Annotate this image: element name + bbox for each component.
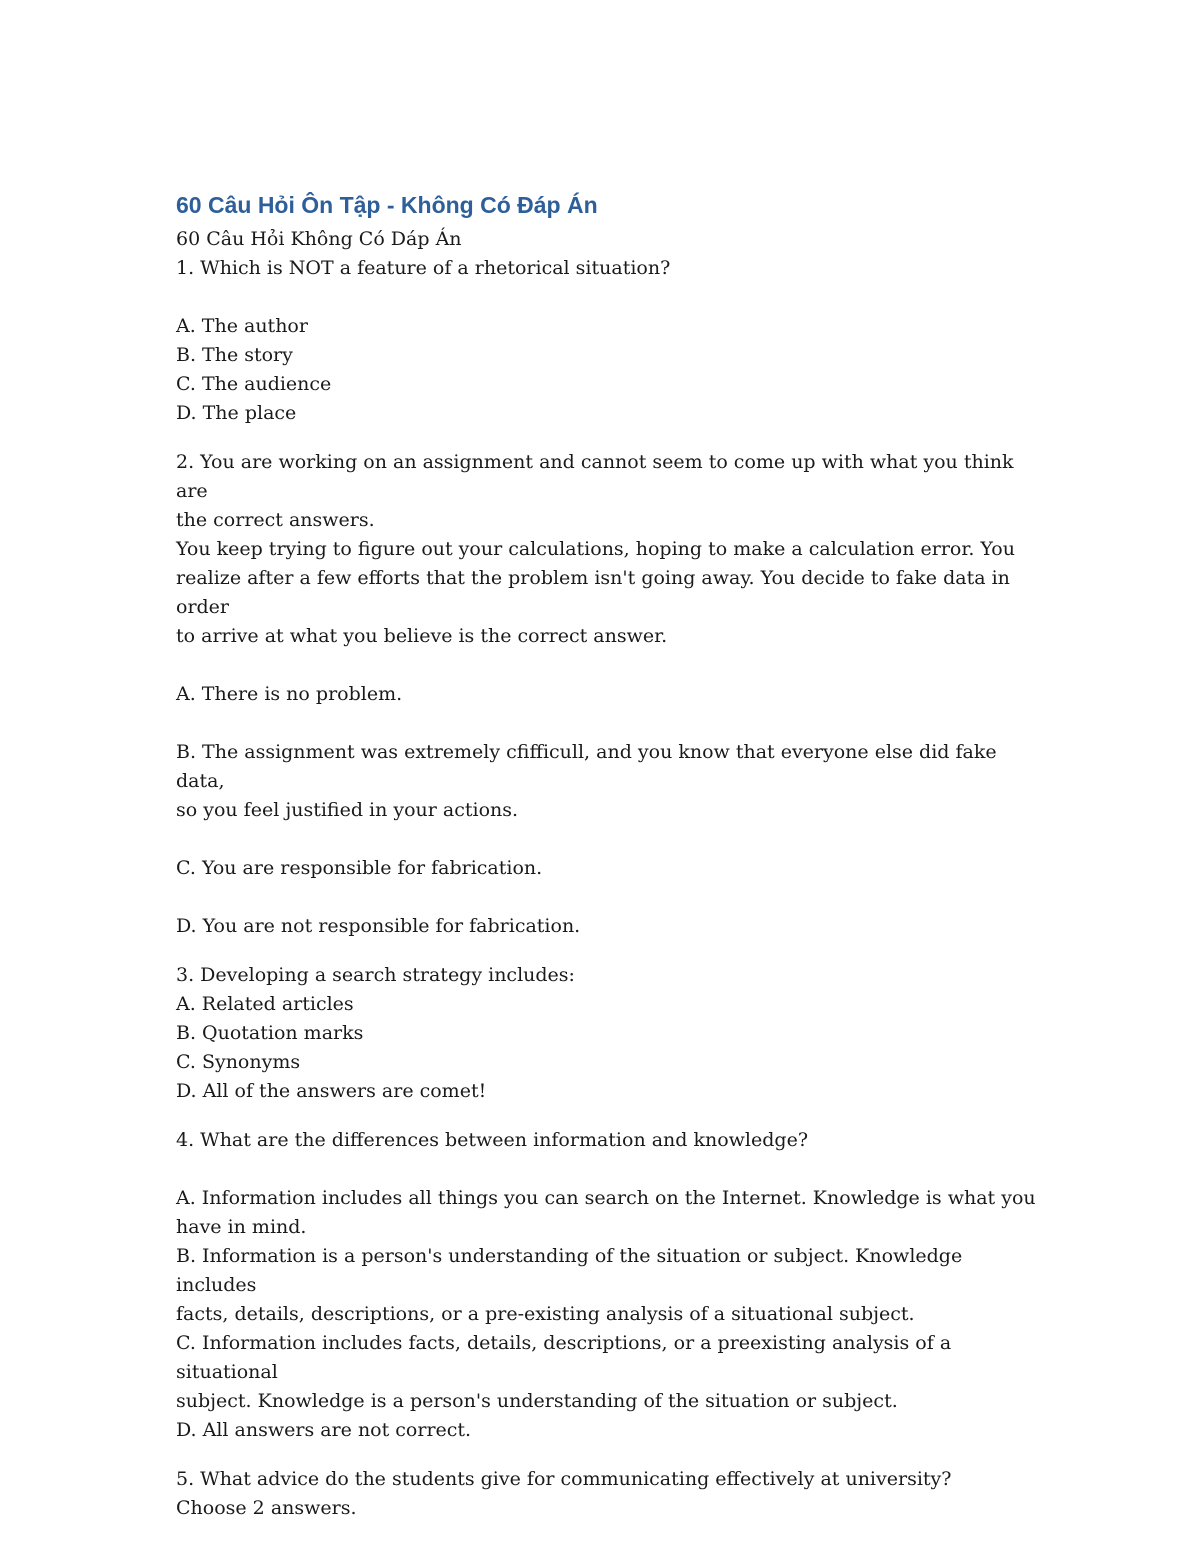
question-1-option-a: A. The author <box>176 315 308 337</box>
question-5-text: Choose 2 answers. <box>176 1497 357 1519</box>
document-page <box>176 190 1046 1523</box>
question-1-text: 1. Which is NOT a feature of a rhetorical situation? <box>176 257 671 279</box>
question-1-option-b: B. The story <box>176 344 293 366</box>
question-2-text: 2. You are working on an assignment and cannot seem to come up with what you think are <box>176 451 1014 502</box>
question-4-option-b: B. Information is a person's understanding of the situation or subject. Knowledge includes <box>176 1245 963 1296</box>
question-2-text: realize after a few efforts that the problem isn't going away. You decide to fake data in order <box>176 567 1010 618</box>
question-4-option-b: facts, details, descriptions, or a pre-existing analysis of a situational subject. <box>176 1303 915 1325</box>
question-3-text: 3. Developing a search strategy includes: <box>176 964 575 986</box>
question-3-option-c: C. Synonyms <box>176 1051 301 1073</box>
question-1-option-c: C. The audience <box>176 373 332 395</box>
question-3-option-d: D. All of the answers are comet! <box>176 1080 487 1102</box>
question-3-option-a: A. Related articles <box>176 993 354 1015</box>
question-2-option-a: A. There is no problem. <box>176 683 403 705</box>
document-title: 60 Câu Hỏi Ôn Tập - Không Có Đáp Án <box>176 192 598 218</box>
question-5-text: 5. What advice do the students give for communicating effectively at university? <box>176 1468 952 1490</box>
question-4-option-c: C. Information includes facts, details, descriptions, or a preexisting analysis of a situational <box>176 1332 952 1383</box>
question-2-option-b: B. The assignment was extremely cfifficull, and you know that everyone else did fake data, <box>176 741 997 792</box>
question-4-option-a: have in mind. <box>176 1216 307 1238</box>
question-4-option-d: D. All answers are not correct. <box>176 1419 472 1441</box>
question-2-text: the correct answers. <box>176 509 375 531</box>
question-2-option-c: C. You are responsible for fabrication. <box>176 857 543 879</box>
question-1-option-d: D. The place <box>176 402 297 424</box>
question-4-option-c: subject. Knowledge is a person's understanding of the situation or subject. <box>176 1390 898 1412</box>
question-2-text: You keep trying to figure out your calculations, hoping to make a calculation error. You <box>176 538 1015 560</box>
document-subtitle: 60 Câu Hỏi Không Có Dáp Án <box>176 228 462 250</box>
question-2-option-b: so you feel justified in your actions. <box>176 799 519 821</box>
question-4-text: 4. What are the differences between information and knowledge? <box>176 1129 809 1151</box>
question-2-option-d: D. You are not responsible for fabrication. <box>176 915 581 937</box>
question-3-option-b: B. Quotation marks <box>176 1022 364 1044</box>
question-2-text: to arrive at what you believe is the correct answer. <box>176 625 668 647</box>
question-4-option-a: A. Information includes all things you can search on the Internet. Knowledge is what you <box>176 1187 1036 1209</box>
